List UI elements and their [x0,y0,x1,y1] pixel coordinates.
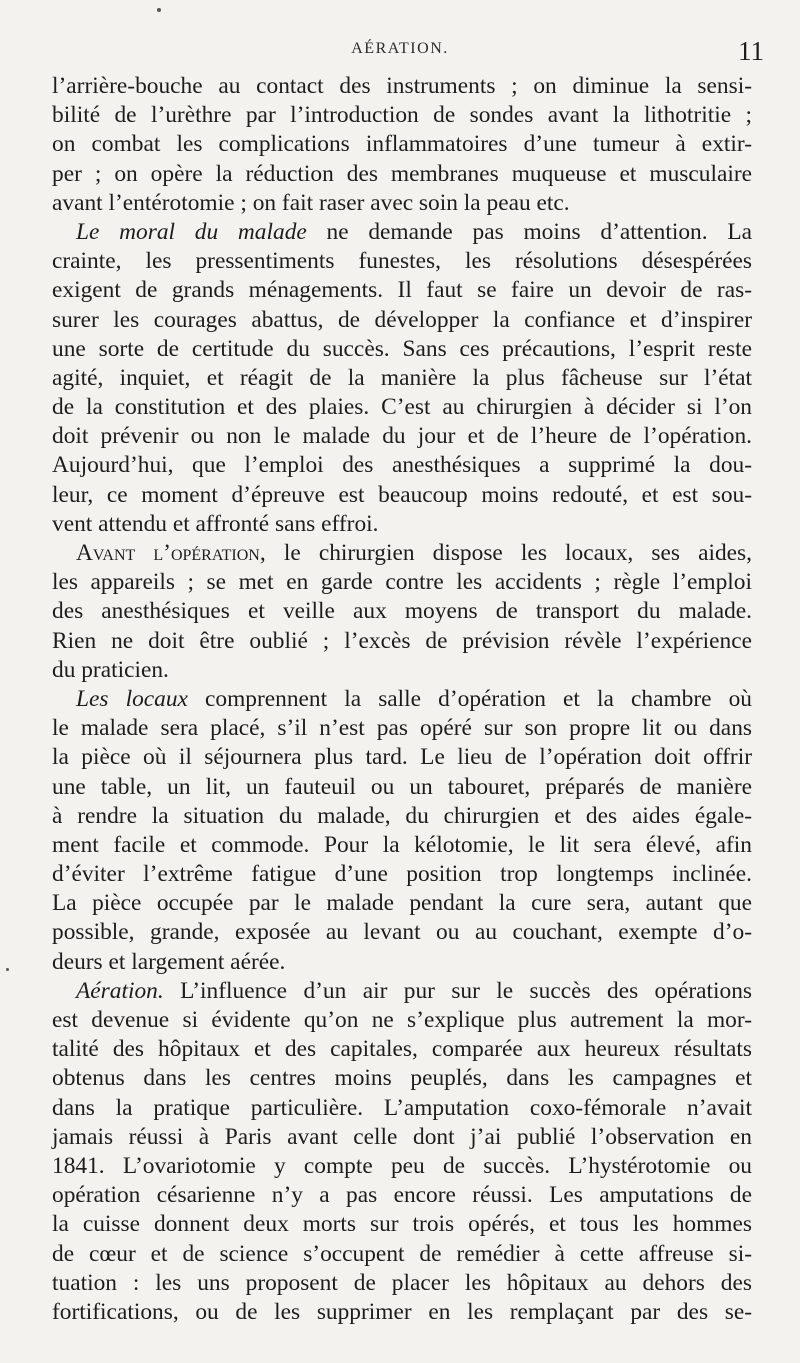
text-line [52,218,752,247]
text-line: obtenus dans les centres moins peuplés, dans les campagnes et [52,1065,752,1092]
text-line: du praticien. [52,656,169,683]
text-line: ment facile et commode. Pour la kélotomie, le lit sera élevé, afin [52,831,752,858]
text-line: deurs et largement aérée. [52,948,286,975]
text-line: une sorte de certitude du succès. Sans ces précautions, l’esprit reste [52,335,752,362]
text-line: la pièce où il séjournera plus tard. Le lieu de l’opération doit offrir [52,744,752,771]
text-line: jamais réussi à Paris avant celle dont j’ai publié l’observation en [52,1123,752,1150]
text-line: tuation : les uns proposent de placer les hôpitaux au dehors des [52,1269,752,1296]
text-line: de la constitution et des plaies. C’est au chirurgien à décider si l’on [52,394,752,421]
paragraph [52,977,752,1327]
paragraph [52,685,752,977]
text-line: 1841. L’ovariotomie y compte peu de succès. L’hystérotomie ou [52,1152,752,1179]
paragraph [52,72,752,218]
paragraph [52,218,752,539]
text-line: surer les courages abattus, de développer la confiance et d’inspirer [52,306,752,333]
text-line: fortifications, ou de les supprimer en les remplaçant par des se- [52,1298,752,1325]
paragraph [52,539,752,685]
text-line: doit prévenir ou non le malade du jour et de l’heure de l’opération. [52,423,752,450]
text-line: vent attendu et affronté sans effroi. [52,510,379,537]
text-line: les appareils ; se met en garde contre les accidents ; règle l’emploi [52,569,752,596]
text-line: crainte, les pressentiments funestes, les résolutions désespérées [52,248,752,275]
text-line: de cœur et de science s’occupent de remédier à cette affreuse si- [52,1240,752,1267]
text-line [52,685,752,714]
text-line: à rendre la situation du malade, du chirurgien et des aides égale- [52,802,752,829]
text-fragment: , le chirurgien dispose les locaux, ses aides, [259,540,752,566]
text-fragment: ne demande pas moins d’attention. La [306,218,752,245]
text-line: des anesthésiques et veille aux moyens de transport du malade. [52,598,752,625]
text-line: possible, grande, exposée au levant ou au couchant, exempte d’o- [52,919,752,946]
text-line: d’éviter l’extrême fatigue d’une position trop longtemps inclinée. [52,861,752,888]
running-head: AÉRATION. [351,40,449,57]
text-line: exigent de grands ménagements. Il faut se faire un devoir de ras- [52,277,752,304]
text-line: la cuisse donnent deux morts sur trois opérés, et tous les hommes [52,1211,752,1238]
italic-lead: Le moral du malade [76,218,307,245]
text-line: per ; on opère la réduction des membranes muqueuse et musculaire [52,160,752,187]
text-line: dans la pratique particulière. L’amputation coxo-fémorale n’avait [52,1094,752,1121]
text-line: avant l’entérotomie ; on fait raser avec soin la peau etc. [52,189,570,216]
text-line: une table, un lit, un fauteuil ou un tabouret, préparés de manière [52,773,752,800]
page-header [0,36,800,66]
text-line: l’arrière-bouche au contact des instruments ; on diminue la sensi- [52,73,752,99]
italic-lead: Aération. [76,977,164,1004]
italic-lead: Les locaux [76,685,188,712]
text-line: Rien ne doit être oublié ; l’excès de prévision révèle l’expérience [52,627,752,654]
text-line: bilité de l’urèthre par l’introduction de sondes avant la lithotritie ; [52,102,752,129]
ink-speck [6,968,9,971]
text-line [52,539,752,568]
text-fragment: L’influence d’un air pur sur le succès des opérations [163,977,752,1004]
text-line: talité des hôpitaux et des capitales, comparée aux heureux résultats [52,1036,752,1063]
text-line [52,977,752,1006]
text-line: agité, inquiet, et réagit de la manière la plus fâcheuse sur l’état [52,364,752,391]
ink-speck [157,8,161,12]
text-line: leur, ce moment d’épreuve est beaucoup moins redouté, et est sou- [52,481,752,508]
text-fragment: comprennent la salle d’opération et la chambre où [187,685,752,712]
page-number: 11 [738,36,764,66]
text-line: La pièce occupée par le malade pendant la cure sera, autant que [52,890,752,917]
body-text [52,72,752,1327]
text-line: le malade sera placé, s’il n’est pas opéré sur son propre lit ou dans [52,715,752,742]
smallcaps-lead: Avant l’opération [76,540,260,566]
text-line: opération césarienne n’y a pas encore réussi. Les amputations de [52,1182,752,1209]
text-line: Aujourd’hui, que l’emploi des anesthésiques a supprimé la dou- [52,452,752,479]
text-line: est devenue si évidente qu’on ne s’explique plus autrement la mor- [52,1007,752,1033]
text-line: on combat les complications inflammatoires d’une tumeur à extir- [52,131,752,158]
